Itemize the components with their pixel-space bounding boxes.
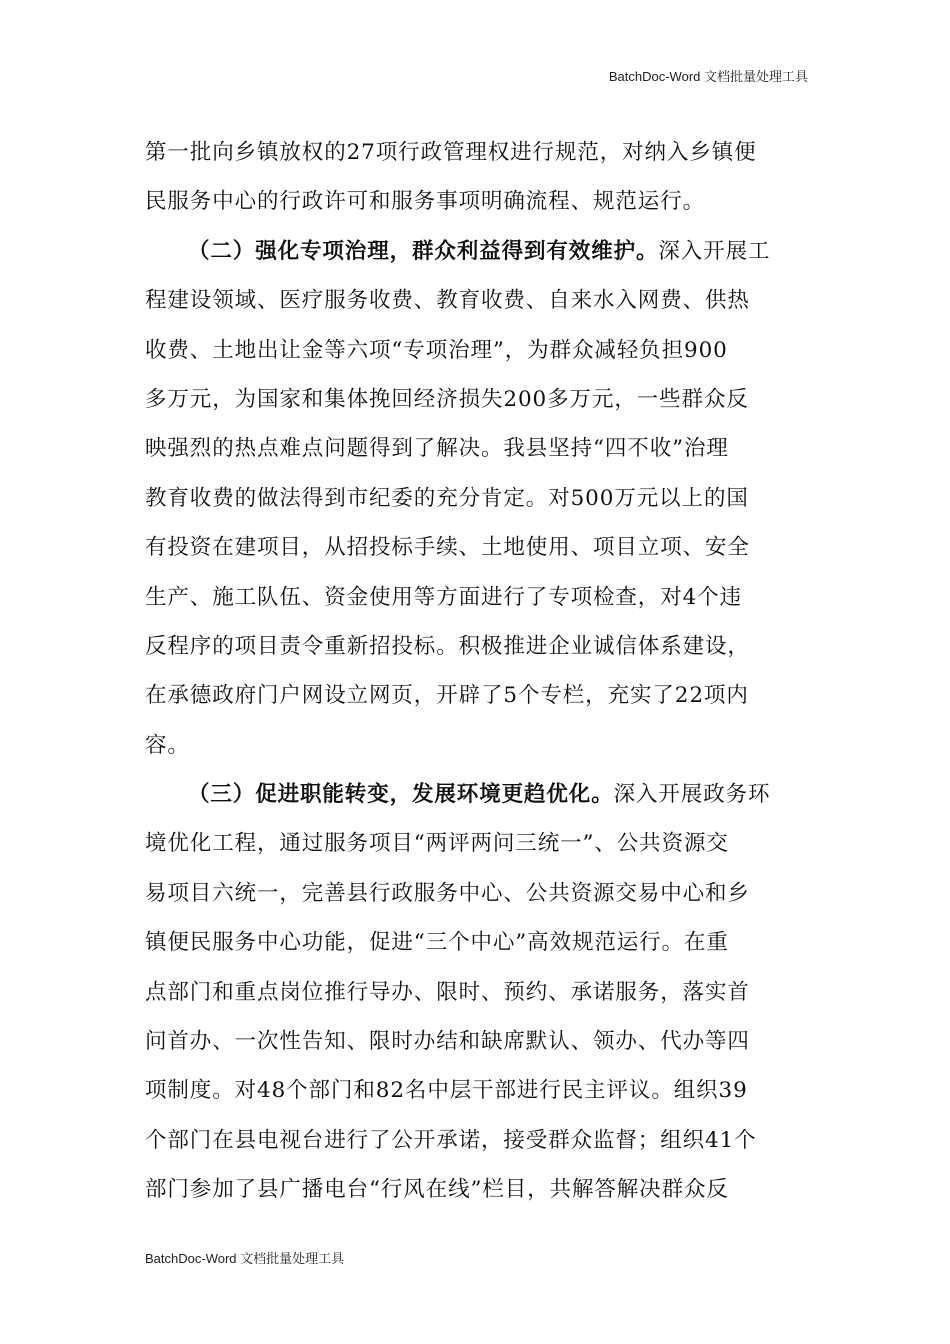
text-line	[145, 968, 805, 1017]
line-text: 第一批向乡镇放权的27项行政管理权进行规范，对纳入乡镇便	[145, 140, 757, 165]
text-line	[145, 1017, 805, 1066]
text-line	[145, 721, 805, 770]
section-heading: （二）强化专项治理，群众利益得到有效维护。	[188, 238, 659, 264]
text-line	[145, 573, 805, 622]
line-text: 容。	[145, 732, 190, 758]
page-header: BatchDoc-Word 文档批量处理工具	[608, 69, 808, 84]
text-line	[145, 1165, 805, 1214]
line-text: 点部门和重点岗位推行导办、限时、预约、承诺服务，落实首	[145, 979, 750, 1005]
text-line	[145, 424, 805, 473]
text-line	[145, 671, 805, 720]
text-line	[145, 128, 805, 177]
line-text: 程建设领域、医疗服务收费、教育收费、自来水入网费、供热	[145, 288, 750, 314]
text-line	[145, 326, 805, 375]
line-text: 易项目六统一，完善县行政服务中心、公共资源交易中心和乡	[145, 880, 750, 906]
text-line	[145, 276, 805, 325]
line-text: 教育收费的做法得到市纪委的充分肯定。对500万元以上的国	[145, 485, 749, 511]
line-text: 个部门在县电视台进行了公开承诺，接受群众监督；组织41个	[145, 1127, 757, 1153]
line-text: 收费、土地出让金等六项“专项治理”，为群众减轻负担900	[145, 337, 728, 363]
line-text: 民服务中心的行政许可和服务事项明确流程、规范运行。	[145, 189, 706, 215]
line-text: 在承德政府门户网设立网页，开辟了5个专栏，充实了22项内	[145, 683, 749, 709]
text-line	[145, 1116, 805, 1165]
page-footer: BatchDoc-Word 文档批量处理工具	[145, 1251, 345, 1266]
line-text: 部门参加了县广播电台“行风在线”栏目，共解答解决群众反	[145, 1177, 729, 1203]
text-line	[145, 819, 805, 868]
section-heading: （三）促进职能转变，发展环境更趋优化。	[188, 782, 614, 808]
text-line	[145, 918, 805, 967]
line-text: 映强烈的热点难点问题得到了解决。我县坚持“四不收”治理	[145, 436, 729, 462]
document-body	[145, 128, 805, 1215]
line-text: 项制度。对48个部门和82名中层干部进行民主评议。组织39	[145, 1078, 748, 1104]
line-text: 境优化工程，通过服务项目“两评两问三统一”、公共资源交	[145, 831, 729, 857]
text-line	[145, 177, 805, 226]
text-line	[145, 375, 805, 424]
line-text: 问首办、一次性告知、限时办结和缺席默认、领办、代办等四	[145, 1029, 750, 1055]
line-text: 生产、施工队伍、资金使用等方面进行了专项检查，对4个违	[145, 584, 742, 610]
text-line	[145, 770, 805, 819]
text-line	[145, 622, 805, 671]
line-text: 有投资在建项目，从招投标手续、土地使用、项目立项、安全	[145, 535, 750, 561]
line-text: 深入开展政务环	[613, 782, 771, 808]
text-line	[145, 523, 805, 572]
line-text: 多万元，为国家和集体挽回经济损失200多万元，一些群众反	[145, 386, 749, 412]
text-line	[145, 1066, 805, 1115]
line-text: 镇便民服务中心功能，促进“三个中心”高效规范运行。在重	[145, 930, 729, 956]
text-line	[145, 474, 805, 523]
line-text: 深入开展工	[658, 238, 771, 264]
line-text: 反程序的项目责令重新招投标。积极推进企业诚信体系建设，	[145, 633, 750, 659]
text-line	[145, 869, 805, 918]
text-line	[145, 227, 805, 276]
